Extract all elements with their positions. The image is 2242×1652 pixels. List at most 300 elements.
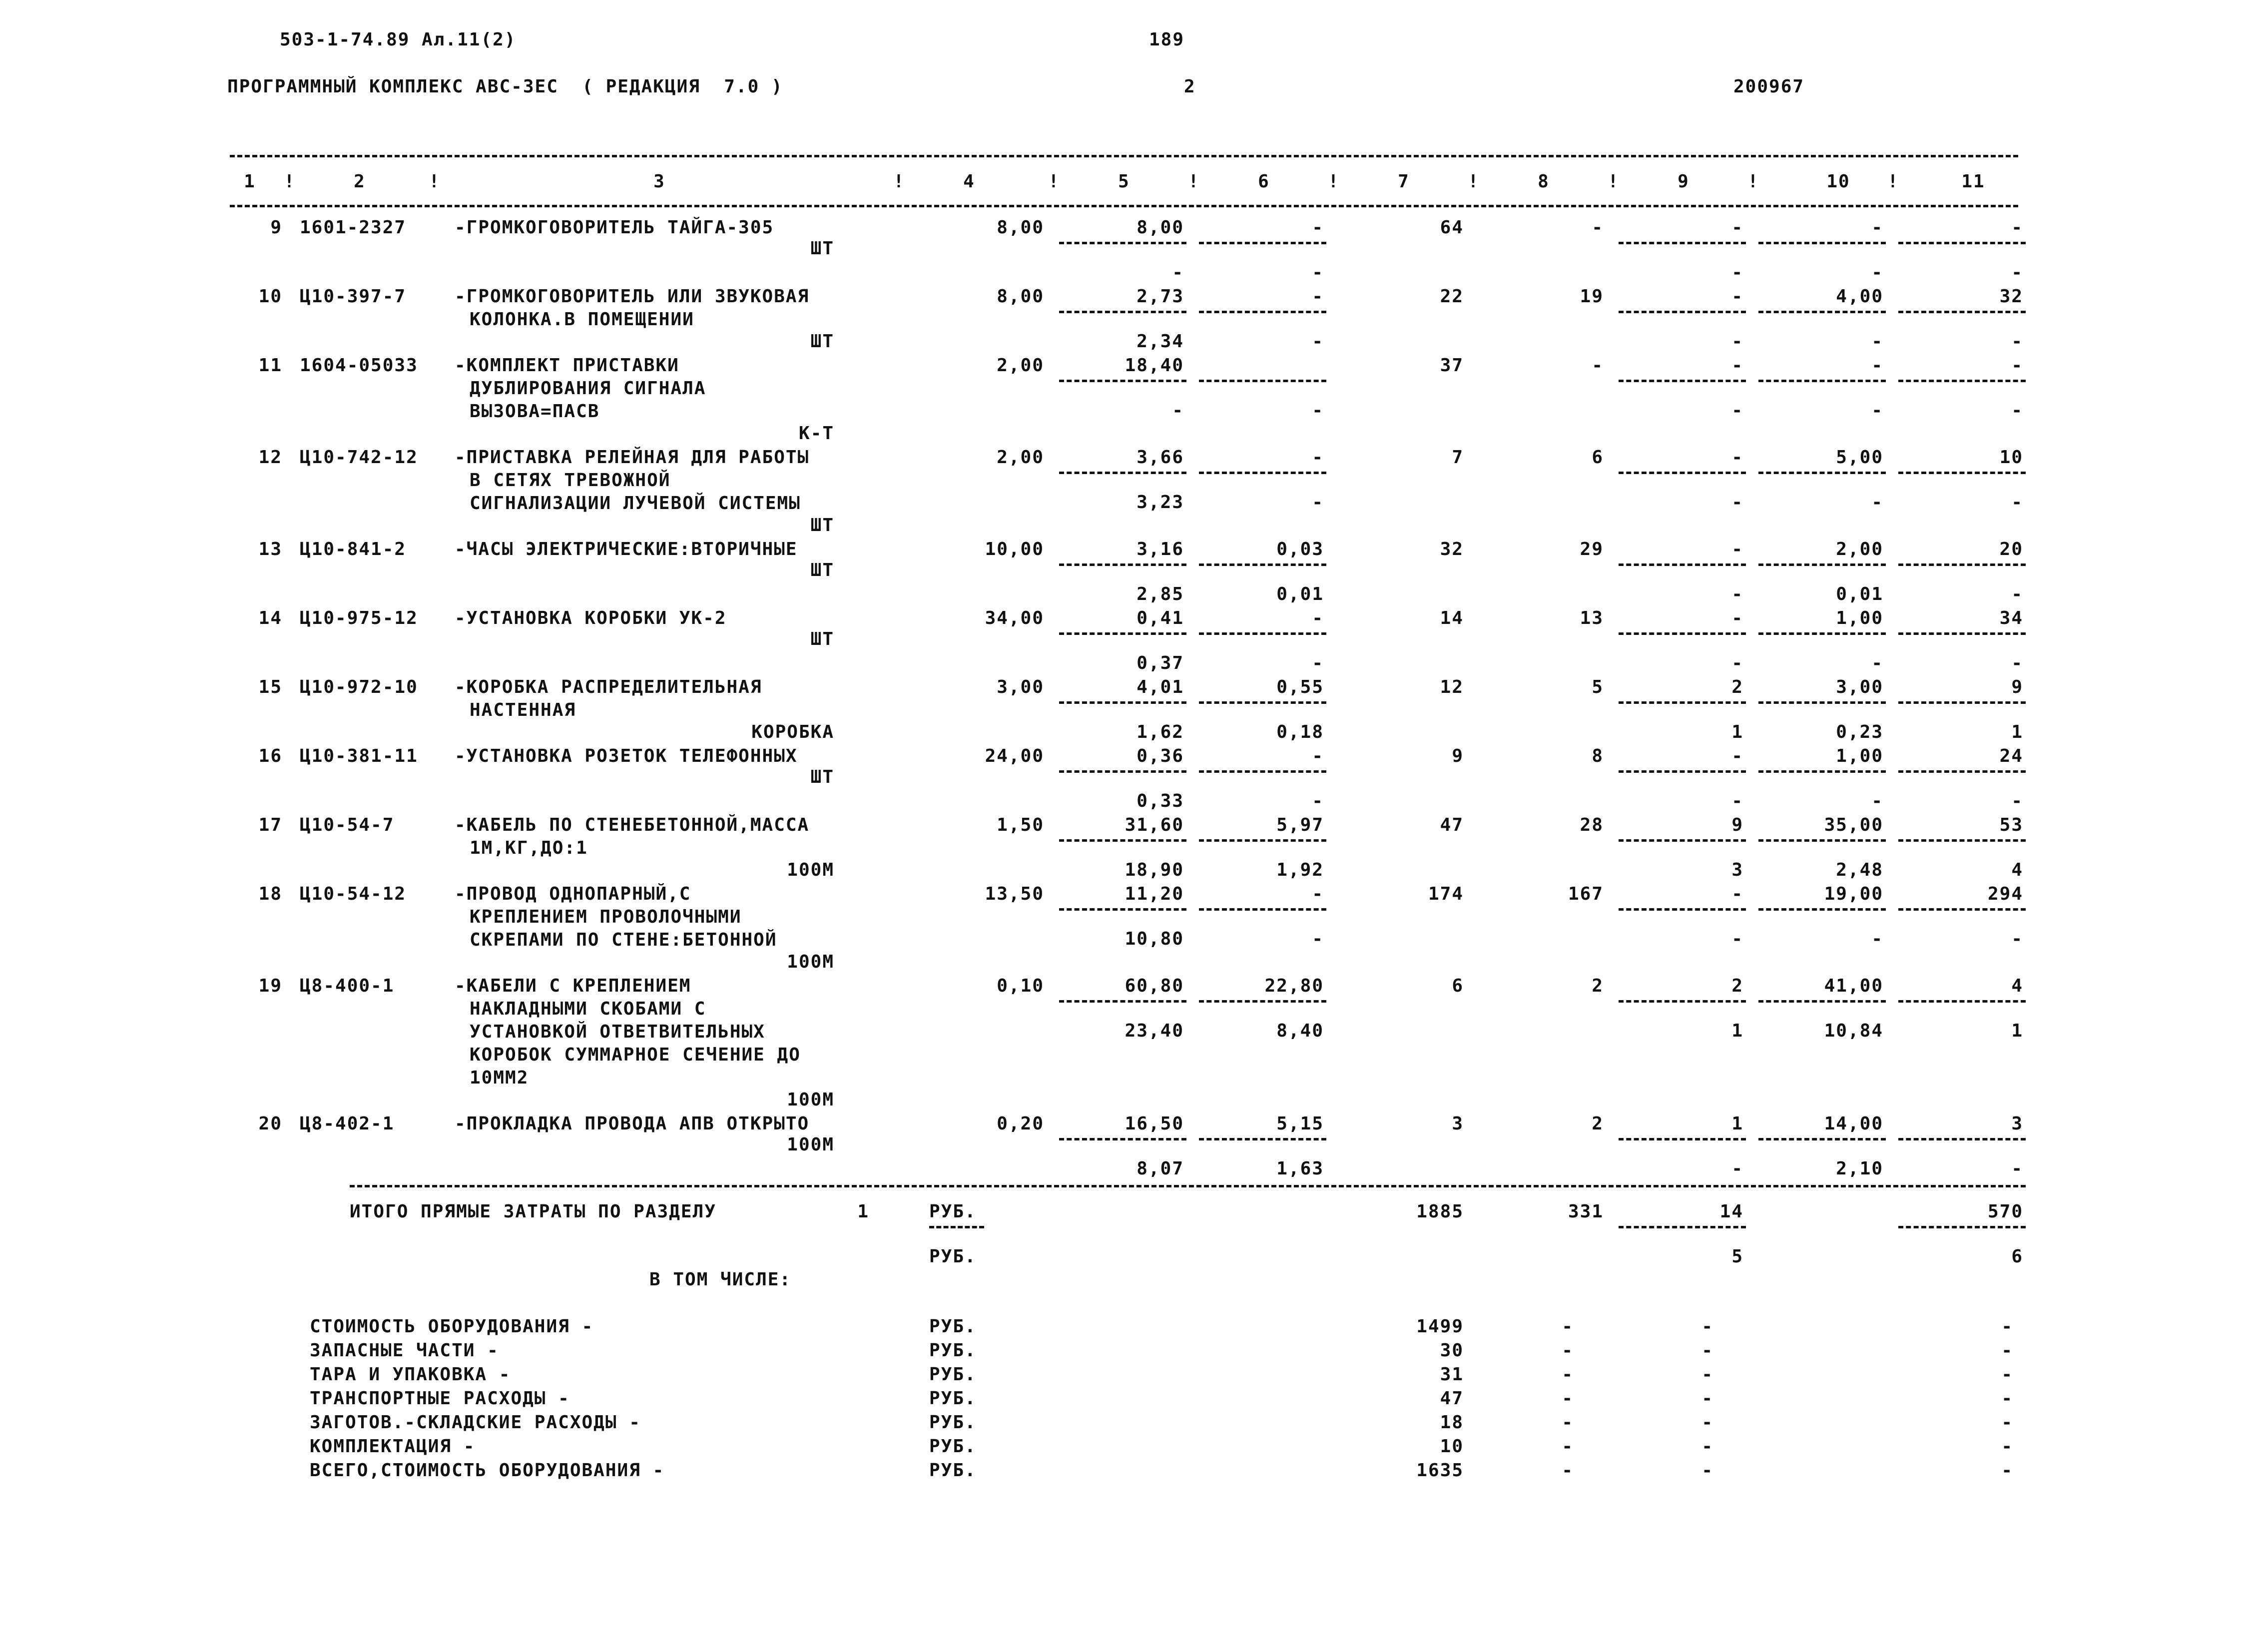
- equipment-label: ТРАНСПОРТНЫЕ РАСХОДЫ -: [310, 1388, 570, 1409]
- quantity: 34,00: [985, 608, 1044, 628]
- labour-total: 9: [2011, 677, 2023, 697]
- operation-cost: -: [1731, 355, 1743, 376]
- work-description: 1М,КГ,ДО:1: [470, 838, 588, 858]
- wages: -: [1592, 217, 1604, 238]
- row-subtotal-rule: [1199, 839, 1326, 842]
- quantity: 2,00: [997, 355, 1044, 376]
- labour-total-machine: 1: [2011, 1021, 2023, 1041]
- wages: -: [1592, 355, 1604, 376]
- doc-id: 200967: [1733, 76, 1805, 97]
- work-description: -ПРОВОД ОДНОПАРНЫЙ,С: [455, 884, 691, 904]
- totals-currency-rule: [929, 1226, 984, 1228]
- row-subtotal-rule: [1199, 380, 1326, 382]
- labour-unit: 4,00: [1836, 286, 1883, 307]
- row-subtotal-rule: [1199, 311, 1326, 313]
- unit-wage: 1,62: [1136, 722, 1184, 742]
- row-subtotal-rule: [1619, 380, 1746, 382]
- labour-total-machine: -: [2011, 492, 2023, 513]
- operation-cost: 9: [1731, 815, 1743, 835]
- column-separator: !: [1608, 171, 1620, 192]
- wages: 6: [1592, 447, 1604, 468]
- equipment-cost: 30: [1440, 1340, 1464, 1361]
- column-number: 10: [1826, 171, 1850, 192]
- equipment-operation: -: [1701, 1412, 1713, 1433]
- measure-unit: 100М: [787, 1090, 834, 1110]
- labour-unit-machine: 10,84: [1824, 1021, 1883, 1041]
- row-subtotal-rule: [1898, 311, 2026, 313]
- labour-unit: -: [1871, 217, 1883, 238]
- row-subtotal-rule: [1898, 472, 2026, 474]
- row-number: 20: [258, 1113, 282, 1134]
- row-subtotal-rule: [1758, 472, 1886, 474]
- quantity: 24,00: [985, 746, 1044, 766]
- column-number: 1: [244, 171, 256, 192]
- unit-cost: 31,60: [1124, 815, 1184, 835]
- work-description: КРЕПЛЕНИЕМ ПРОВОЛОЧНЫМИ: [470, 907, 742, 927]
- wages: 19: [1580, 286, 1604, 307]
- labour-unit-machine: -: [1871, 791, 1883, 811]
- totals-operation: 14: [1719, 1201, 1743, 1222]
- labour-total: 53: [1999, 815, 2023, 835]
- labour-unit: 2,00: [1836, 539, 1883, 559]
- equipment-labour: -: [2001, 1460, 2013, 1481]
- row-subtotal-rule: [1898, 632, 2026, 635]
- totals-rule: [1898, 1226, 2026, 1228]
- rate-code: 1604-05033: [300, 355, 418, 376]
- measure-unit: 100М: [787, 952, 834, 972]
- equipment-wages: -: [1562, 1412, 1574, 1433]
- labour-unit: 35,00: [1824, 815, 1883, 835]
- equipment-labour: -: [2001, 1364, 2013, 1385]
- wages: 28: [1580, 815, 1604, 835]
- table-header-rule: [230, 205, 2018, 207]
- unit-cost: 8,00: [1136, 217, 1184, 238]
- row-subtotal-rule: [1758, 770, 1886, 773]
- work-description: -ГРОМКОГОВОРИТЕЛЬ ТАЙГА-305: [455, 217, 774, 238]
- row-subtotal-rule: [1619, 472, 1746, 474]
- wages: 29: [1580, 539, 1604, 559]
- row-subtotal-rule: [1898, 908, 2026, 911]
- labour-total-machine: -: [2011, 1158, 2023, 1179]
- unit-wage: -: [1172, 262, 1184, 283]
- rate-code: Ц10-54-12: [300, 884, 407, 904]
- row-subtotal-rule: [1758, 632, 1886, 635]
- row-subtotal-rule: [1898, 701, 2026, 704]
- labour-total-machine: -: [2011, 584, 2023, 604]
- labour-unit-machine: -: [1871, 492, 1883, 513]
- machine-cost: -: [1312, 884, 1324, 904]
- row-subtotal-rule: [1059, 311, 1186, 313]
- quantity: 13,50: [985, 884, 1044, 904]
- equipment-wages: -: [1562, 1388, 1574, 1409]
- column-separator: !: [1048, 171, 1060, 192]
- equipment-currency: РУБ.: [929, 1388, 977, 1409]
- row-number: 18: [258, 884, 282, 904]
- unit-wage: 8,07: [1136, 1158, 1184, 1179]
- equipment-wages: -: [1562, 1316, 1574, 1337]
- measure-unit: ШТ: [810, 515, 834, 536]
- unit-wage: 2,85: [1136, 584, 1184, 604]
- machine-wage: 0,18: [1276, 722, 1324, 742]
- work-description: -КОРОБКА РАСПРЕДЕЛИТЕЛЬНАЯ: [455, 677, 762, 697]
- labour-total: 32: [1999, 286, 2023, 307]
- wages: 13: [1580, 608, 1604, 628]
- rate-code: Ц10-841-2: [300, 539, 407, 559]
- operation-cost: 1: [1731, 1113, 1743, 1134]
- totals-labour-machine: 6: [2011, 1246, 2023, 1267]
- measure-unit: 100М: [787, 1134, 834, 1155]
- including-label: В ТОМ ЧИСЛЕ:: [649, 1269, 792, 1290]
- doc-code: 503-1-74.89 Ал.11(2): [280, 29, 517, 50]
- operation-cost: 2: [1731, 677, 1743, 697]
- labour-unit-machine: 0,01: [1836, 584, 1883, 604]
- column-separator: !: [1468, 171, 1480, 192]
- page-number: 189: [1149, 29, 1185, 50]
- totals-currency: РУБ.: [929, 1246, 977, 1267]
- unit-wage: 3,23: [1136, 492, 1184, 513]
- total-cost: 6: [1452, 976, 1464, 996]
- equipment-labour: -: [2001, 1388, 2013, 1409]
- machine-cost: 0,55: [1276, 677, 1324, 697]
- column-number: 4: [963, 171, 975, 192]
- unit-cost: 0,41: [1136, 608, 1184, 628]
- total-cost: 7: [1452, 447, 1464, 468]
- measure-unit: 100М: [787, 860, 834, 880]
- row-subtotal-rule: [1898, 1138, 2026, 1140]
- row-subtotal-rule: [1059, 908, 1186, 911]
- row-subtotal-rule: [1898, 770, 2026, 773]
- row-subtotal-rule: [1758, 311, 1886, 313]
- row-subtotal-rule: [1059, 1000, 1186, 1003]
- row-subtotal-rule: [1059, 701, 1186, 704]
- totals-labour: 570: [1987, 1201, 2023, 1222]
- work-description: -ПРОКЛАДКА ПРОВОДА АПВ ОТКРЫТО: [455, 1113, 810, 1134]
- quantity: 8,00: [997, 286, 1044, 307]
- quantity: 10,00: [985, 539, 1044, 559]
- work-description: НАСТЕННАЯ: [470, 700, 576, 720]
- rate-code: Ц10-742-12: [300, 447, 418, 468]
- equipment-cost: 1635: [1416, 1460, 1464, 1481]
- operation-wage: -: [1731, 492, 1743, 513]
- rate-code: Ц10-975-12: [300, 608, 418, 628]
- column-separator: !: [429, 171, 441, 192]
- operation-cost: -: [1731, 884, 1743, 904]
- work-description: КОЛОНКА.В ПОМЕЩЕНИИ: [470, 309, 694, 330]
- operation-wage: -: [1731, 791, 1743, 811]
- labour-total: 34: [1999, 608, 2023, 628]
- equipment-wages: -: [1562, 1340, 1574, 1361]
- row-subtotal-rule: [1059, 472, 1186, 474]
- row-subtotal-rule: [1898, 1000, 2026, 1003]
- work-description: УСТАНОВКОЙ ОТВЕТВИТЕЛЬНЫХ: [470, 1022, 765, 1042]
- quantity: 3,00: [997, 677, 1044, 697]
- row-subtotal-rule: [1898, 380, 2026, 382]
- row-subtotal-rule: [1898, 242, 2026, 244]
- row-subtotal-rule: [1059, 242, 1186, 244]
- program-title: ПРОГРАММНЫЙ КОМПЛЕКС АВС-3ЕС ( РЕДАКЦИЯ 7.0 ): [227, 76, 783, 97]
- equipment-labour: -: [2001, 1412, 2013, 1433]
- unit-cost: 3,66: [1136, 447, 1184, 468]
- work-description: -ЧАСЫ ЭЛЕКТРИЧЕСКИЕ:ВТОРИЧНЫЕ: [455, 539, 798, 559]
- row-subtotal-rule: [1059, 632, 1186, 635]
- quantity: 2,00: [997, 447, 1044, 468]
- unit-cost: 0,36: [1136, 746, 1184, 766]
- operation-cost: -: [1731, 217, 1743, 238]
- unit-cost: 2,73: [1136, 286, 1184, 307]
- totals-rule: [1619, 1226, 1746, 1228]
- labour-unit: 1,00: [1836, 746, 1883, 766]
- row-subtotal-rule: [1619, 1138, 1746, 1140]
- operation-wage: -: [1731, 1158, 1743, 1179]
- work-description: -ГРОМКОГОВОРИТЕЛЬ ИЛИ ЗВУКОВАЯ: [455, 286, 810, 307]
- labour-unit-machine: -: [1871, 400, 1883, 421]
- machine-cost: -: [1312, 217, 1324, 238]
- row-number: 19: [258, 976, 282, 996]
- labour-unit: -: [1871, 355, 1883, 376]
- operation-cost: 2: [1731, 976, 1743, 996]
- equipment-currency: РУБ.: [929, 1340, 977, 1361]
- unit-cost: 60,80: [1124, 976, 1184, 996]
- unit-cost: 4,01: [1136, 677, 1184, 697]
- row-subtotal-rule: [1898, 563, 2026, 566]
- totals-label: ИТОГО ПРЯМЫЕ ЗАТРАТЫ ПО РАЗДЕЛУ: [350, 1201, 716, 1222]
- rate-code: 1601-2327: [300, 217, 407, 238]
- row-number: 12: [258, 447, 282, 468]
- equipment-currency: РУБ.: [929, 1364, 977, 1385]
- column-number: 6: [1258, 171, 1270, 192]
- wages: 8: [1592, 746, 1604, 766]
- equipment-cost: 1499: [1416, 1316, 1464, 1337]
- equipment-operation: -: [1701, 1340, 1713, 1361]
- operation-cost: -: [1731, 746, 1743, 766]
- work-description: -КОМПЛЕКТ ПРИСТАВКИ: [455, 355, 679, 376]
- labour-total: 294: [1987, 884, 2023, 904]
- rate-code: Ц8-402-1: [300, 1113, 395, 1134]
- total-cost: 32: [1440, 539, 1464, 559]
- operation-cost: -: [1731, 539, 1743, 559]
- operation-wage: -: [1731, 929, 1743, 949]
- machine-cost: 5,97: [1276, 815, 1324, 835]
- equipment-label: ЗАПАСНЫЕ ЧАСТИ -: [310, 1340, 499, 1361]
- row-number: 9: [270, 217, 282, 238]
- work-description: -УСТАНОВКА КОРОБКИ УК-2: [455, 608, 727, 628]
- row-subtotal-rule: [1758, 839, 1886, 842]
- measure-unit: ШТ: [810, 238, 834, 259]
- total-cost: 37: [1440, 355, 1464, 376]
- row-number: 15: [258, 677, 282, 697]
- equipment-label: КОМПЛЕКТАЦИЯ -: [310, 1436, 476, 1457]
- machine-cost: -: [1312, 447, 1324, 468]
- equipment-operation: -: [1701, 1460, 1713, 1481]
- labour-total-machine: -: [2011, 791, 2023, 811]
- row-subtotal-rule: [1619, 701, 1746, 704]
- labour-total-machine: -: [2011, 331, 2023, 352]
- row-subtotal-rule: [1619, 839, 1746, 842]
- column-number: 5: [1118, 171, 1130, 192]
- total-cost: 174: [1428, 884, 1464, 904]
- machine-wage: -: [1312, 791, 1324, 811]
- unit-cost: 11,20: [1124, 884, 1184, 904]
- machine-cost: 22,80: [1264, 976, 1324, 996]
- labour-total-machine: -: [2011, 262, 2023, 283]
- equipment-currency: РУБ.: [929, 1316, 977, 1337]
- unit-wage: 10,80: [1124, 929, 1184, 949]
- machine-cost: -: [1312, 746, 1324, 766]
- quantity: 8,00: [997, 217, 1044, 238]
- column-number: 9: [1678, 171, 1689, 192]
- labour-total: 24: [1999, 746, 2023, 766]
- quantity: 0,20: [997, 1113, 1044, 1134]
- work-description: СКРЕПАМИ ПО СТЕНЕ:БЕТОННОЙ: [470, 930, 777, 950]
- machine-wage: 0,01: [1276, 584, 1324, 604]
- operation-wage: 1: [1731, 1021, 1743, 1041]
- row-subtotal-rule: [1199, 632, 1326, 635]
- machine-wage: -: [1312, 262, 1324, 283]
- row-subtotal-rule: [1619, 311, 1746, 313]
- row-subtotal-rule: [1898, 839, 2026, 842]
- table-top-rule: [230, 155, 2018, 157]
- equipment-wages: -: [1562, 1436, 1574, 1457]
- column-number: 11: [1961, 171, 1985, 192]
- row-number: 13: [258, 539, 282, 559]
- equipment-operation: -: [1701, 1388, 1713, 1409]
- equipment-label: ТАРА И УПАКОВКА -: [310, 1364, 511, 1385]
- row-subtotal-rule: [1059, 839, 1186, 842]
- labour-unit: 19,00: [1824, 884, 1883, 904]
- machine-wage: -: [1312, 492, 1324, 513]
- equipment-operation: -: [1701, 1364, 1713, 1385]
- work-description: -ПРИСТАВКА РЕЛЕЙНАЯ ДЛЯ РАБОТЫ: [455, 447, 810, 468]
- labour-total: 4: [2011, 976, 2023, 996]
- machine-wage: 1,92: [1276, 860, 1324, 880]
- labour-unit: 1,00: [1836, 608, 1883, 628]
- work-description: -КАБЕЛИ С КРЕПЛЕНИЕМ: [455, 976, 691, 996]
- row-subtotal-rule: [1758, 563, 1886, 566]
- labour-unit: 5,00: [1836, 447, 1883, 468]
- labour-total-machine: 1: [2011, 722, 2023, 742]
- equipment-cost: 47: [1440, 1388, 1464, 1409]
- row-subtotal-rule: [1199, 472, 1326, 474]
- total-cost: 47: [1440, 815, 1464, 835]
- unit-wage: -: [1172, 400, 1184, 421]
- unit-cost: 3,16: [1136, 539, 1184, 559]
- row-number: 16: [258, 746, 282, 766]
- quantity: 0,10: [997, 976, 1044, 996]
- row-subtotal-rule: [1199, 770, 1326, 773]
- measure-unit: ШТ: [810, 767, 834, 787]
- machine-wage: 8,40: [1276, 1021, 1324, 1041]
- wages: 5: [1592, 677, 1604, 697]
- equipment-label: ЗАГОТОВ.-СКЛАДСКИЕ РАСХОДЫ -: [310, 1412, 641, 1433]
- equipment-cost: 10: [1440, 1436, 1464, 1457]
- total-cost: 3: [1452, 1113, 1464, 1134]
- equipment-wages: -: [1562, 1364, 1574, 1385]
- row-subtotal-rule: [1758, 242, 1886, 244]
- operation-cost: -: [1731, 286, 1743, 307]
- labour-total: -: [2011, 217, 2023, 238]
- measure-unit: К-Т: [798, 423, 834, 444]
- row-subtotal-rule: [1199, 1138, 1326, 1140]
- operation-wage: -: [1731, 653, 1743, 673]
- equipment-labour: -: [2001, 1436, 2013, 1457]
- row-subtotal-rule: [1059, 563, 1186, 566]
- column-separator: !: [893, 171, 905, 192]
- totals-wages: 331: [1568, 1201, 1604, 1222]
- unit-wage: 2,34: [1136, 331, 1184, 352]
- wages: 2: [1592, 976, 1604, 996]
- column-number: 2: [354, 171, 366, 192]
- equipment-labour: -: [2001, 1340, 2013, 1361]
- sheet-number: 2: [1184, 76, 1196, 97]
- operation-cost: -: [1731, 608, 1743, 628]
- row-subtotal-rule: [1758, 1138, 1886, 1140]
- rate-code: Ц10-397-7: [300, 286, 407, 307]
- unit-wage: 18,90: [1124, 860, 1184, 880]
- work-description: КОРОБОК СУММАРНОЕ СЕЧЕНИЕ ДО: [470, 1045, 801, 1065]
- work-description: В СЕТЯХ ТРЕВОЖНОЙ: [470, 470, 671, 491]
- row-number: 10: [258, 286, 282, 307]
- equipment-currency: РУБ.: [929, 1436, 977, 1457]
- work-description: -КАБЕЛЬ ПО СТЕНЕБЕТОННОЙ,МАССА: [455, 815, 810, 835]
- machine-cost: 0,03: [1276, 539, 1324, 559]
- unit-wage: 0,33: [1136, 791, 1184, 811]
- unit-cost: 16,50: [1124, 1113, 1184, 1134]
- row-subtotal-rule: [1758, 380, 1886, 382]
- equipment-labour: -: [2001, 1316, 2013, 1337]
- measure-unit: ШТ: [810, 331, 834, 352]
- equipment-label: СТОИМОСТЬ ОБОРУДОВАНИЯ -: [310, 1316, 594, 1337]
- row-subtotal-rule: [1619, 242, 1746, 244]
- equipment-currency: РУБ.: [929, 1460, 977, 1481]
- labour-total: 10: [1999, 447, 2023, 468]
- row-subtotal-rule: [1758, 1000, 1886, 1003]
- labour-unit-machine: -: [1871, 262, 1883, 283]
- total-cost: 12: [1440, 677, 1464, 697]
- row-number: 17: [258, 815, 282, 835]
- row-subtotal-rule: [1059, 380, 1186, 382]
- labour-unit-machine: 2,10: [1836, 1158, 1883, 1179]
- operation-wage: -: [1731, 584, 1743, 604]
- labour-unit-machine: -: [1871, 331, 1883, 352]
- column-number: 8: [1538, 171, 1550, 192]
- row-subtotal-rule: [1758, 701, 1886, 704]
- row-subtotal-rule: [1619, 632, 1746, 635]
- unit-wage: 0,37: [1136, 653, 1184, 673]
- work-description: НАКЛАДНЫМИ СКОБАМИ С: [470, 999, 706, 1019]
- rate-code: Ц10-54-7: [300, 815, 395, 835]
- operation-wage: -: [1731, 262, 1743, 283]
- equipment-wages: -: [1562, 1460, 1574, 1481]
- unit-wage: 23,40: [1124, 1021, 1184, 1041]
- row-subtotal-rule: [1199, 563, 1326, 566]
- row-subtotal-rule: [1758, 908, 1886, 911]
- operation-wage: 1: [1731, 722, 1743, 742]
- row-subtotal-rule: [1199, 701, 1326, 704]
- machine-wage: 1,63: [1276, 1158, 1324, 1179]
- row-number: 14: [258, 608, 282, 628]
- totals-top-rule: [350, 1185, 2026, 1187]
- equipment-operation: -: [1701, 1436, 1713, 1457]
- labour-total: -: [2011, 355, 2023, 376]
- operation-wage: -: [1731, 331, 1743, 352]
- operation-cost: -: [1731, 447, 1743, 468]
- column-number: 7: [1398, 171, 1410, 192]
- labour-unit-machine: 0,23: [1836, 722, 1883, 742]
- labour-unit: 41,00: [1824, 976, 1883, 996]
- work-description: -УСТАНОВКА РОЗЕТОК ТЕЛЕФОННЫХ: [455, 746, 798, 766]
- labour-unit: 14,00: [1824, 1113, 1883, 1134]
- measure-unit: ШТ: [810, 560, 834, 580]
